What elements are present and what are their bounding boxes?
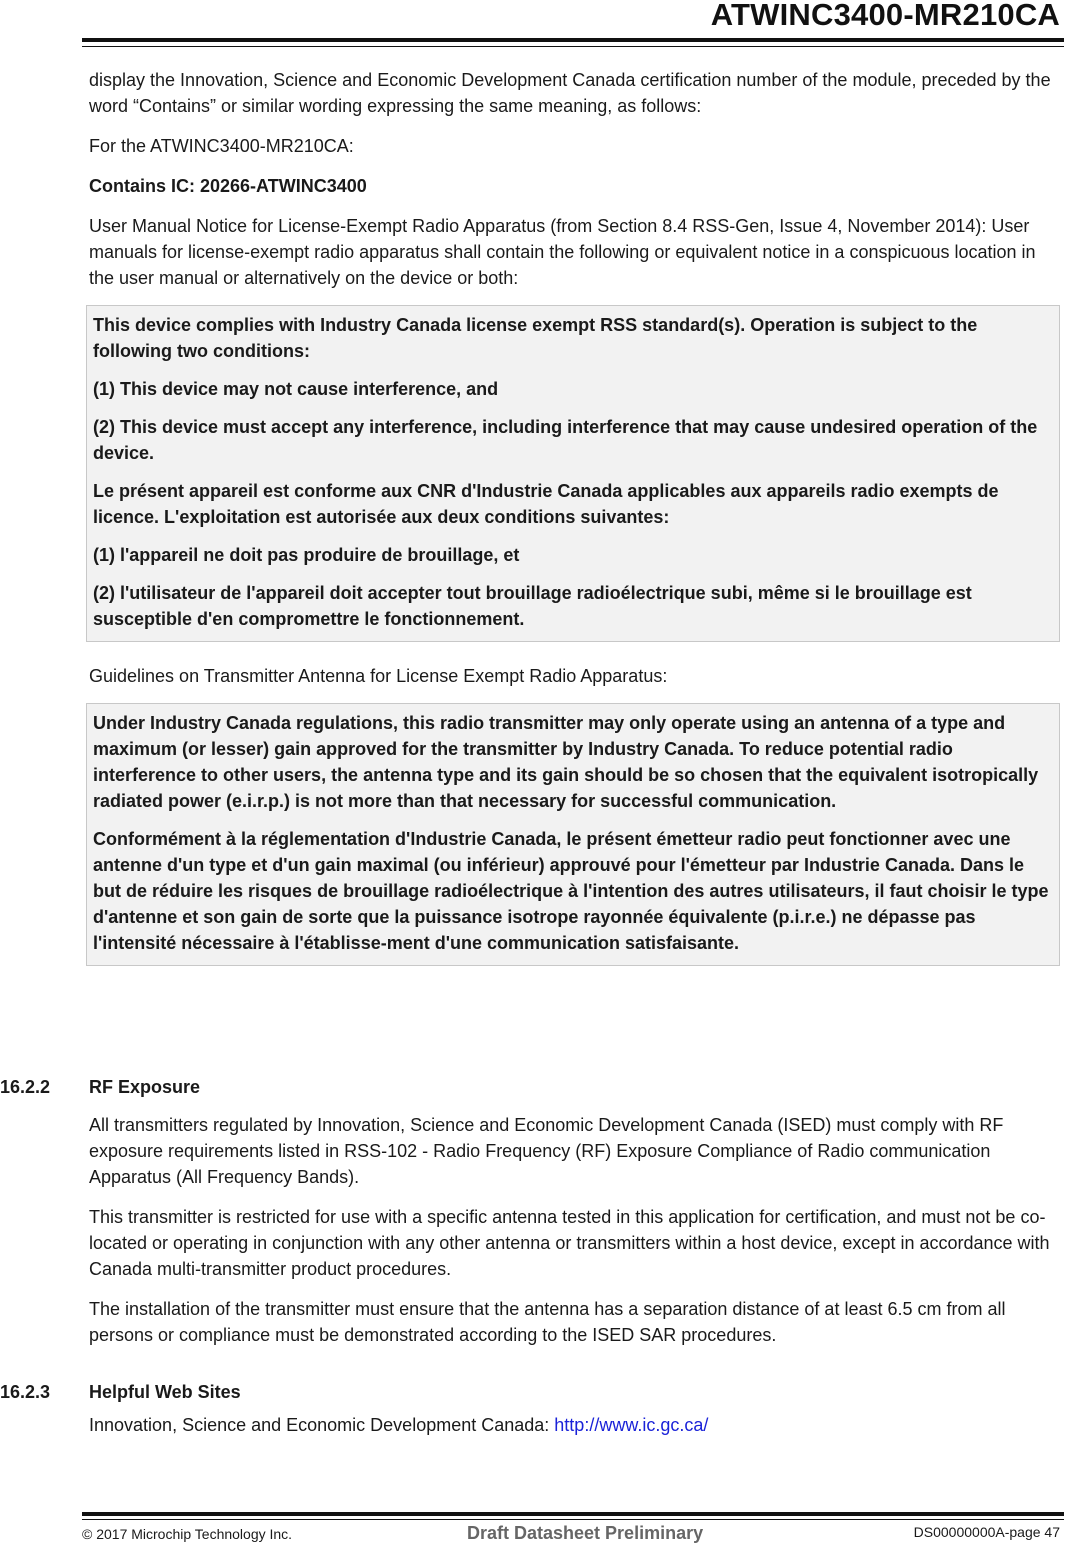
copyright-notice: © 2017 Microchip Technology Inc. bbox=[82, 1526, 293, 1542]
ic-website-link[interactable]: http://www.ic.gc.ca/ bbox=[554, 1415, 709, 1435]
rf-exposure-body bbox=[89, 1112, 1060, 1348]
footer-rule-thin bbox=[82, 1519, 1064, 1520]
header-rule-thick bbox=[82, 38, 1064, 42]
notice-paragraph: (1) l'appareil ne doit pas produire de brouillage, et bbox=[93, 545, 520, 565]
contains-ic-line: Contains IC: 20266-ATWINC3400 bbox=[89, 176, 367, 196]
web-sites-line bbox=[89, 1412, 1060, 1438]
notice-paragraph: Conformément à la réglementation d'Industrie Canada, le présent émetteur radio peut fonctionner avec une antenne d'un type et d'un gain maximal (ou inférieur) approuvé pour l'émetteur par Industrie Canada. Dans le but de réduire les risques de brouillage radioélectrique à l'intention des autres utilisateurs, il faut choisir le type d'antenne et son gain de sorte que la puissance isotrope rayonnée équivalente (p.i.r.e.) ne dépasse pas l'intensité nécessaire à l'établisse-ment d'une communication satisfaisante. bbox=[93, 829, 1049, 953]
footer-rule-thick bbox=[82, 1512, 1064, 1516]
section-number: 16.2.2 bbox=[0, 1077, 51, 1097]
notice-paragraph: Under Industry Canada regulations, this radio transmitter may only operate using an antenna of a type and maximum (or lesser) gain approved for the transmitter by Industry Canada. To reduce potential radio interference to other users, the antenna type and its gain should be so chosen that the equivalent isotropically radiated power (e.i.r.p.) is not more than that necessary for successful communication. bbox=[93, 713, 1039, 811]
rf-paragraph: This transmitter is restricted for use with a specific antenna tested in this application for certification, and must not be co-located or operating in conjunction with any other antenna or transmitters within a host device, except in accordance with Canada multi-transmitter product procedures. bbox=[89, 1207, 1050, 1279]
header-rule-thin bbox=[82, 46, 1064, 47]
section-number: 16.2.3 bbox=[0, 1382, 51, 1402]
rf-paragraph: All transmitters regulated by Innovation, Science and Economic Development Canada (ISED) must comply with RF exposure requirements listed in RSS-102 - Radio Frequency (RF) Exposure Compliance of Radio communication Apparatus (All Frequency Bands). bbox=[89, 1115, 1004, 1187]
document-title: ATWINC3400-MR210CA bbox=[710, 0, 1060, 32]
notice-paragraph: This device complies with Industry Canada license exempt RSS standard(s). Operation is subject to the following two conditions: bbox=[93, 315, 978, 361]
draft-label: Draft Datasheet Preliminary bbox=[467, 1523, 704, 1543]
notice-paragraph: Le présent appareil est conforme aux CNR d'Industrie Canada applicables aux appareils radio exempts de licence. L'exploitation est autorisée aux deux conditions suivantes: bbox=[93, 481, 999, 527]
section-title: RF Exposure bbox=[89, 1077, 201, 1097]
section-title: Helpful Web Sites bbox=[89, 1382, 241, 1402]
page-number: DS00000000A-page 47 bbox=[913, 1524, 1060, 1540]
for-module-line: For the ATWINC3400-MR210CA: bbox=[89, 136, 354, 156]
page-content bbox=[89, 67, 1060, 966]
notice-box-conditions bbox=[86, 305, 1060, 642]
rf-paragraph: The installation of the transmitter must ensure that the antenna has a separation distance of at least 6.5 cm from all persons or compliance must be demonstrated according to the ISED SAR procedures. bbox=[89, 1299, 1006, 1345]
notice-paragraph: (2) This device must accept any interference, including interference that may cause undesired operation of the device. bbox=[93, 417, 1038, 463]
user-manual-paragraph: User Manual Notice for License-Exempt Radio Apparatus (from Section 8.4 RSS-Gen, Issue 4, November 2014): User manuals for license-exempt radio apparatus shall contain the following or equivalent notice in a conspicuous location in the user manual or alternatively on the device or both: bbox=[89, 216, 1036, 288]
web-sites-body bbox=[89, 1412, 1060, 1438]
notice-paragraph: (1) This device may not cause interference, and bbox=[93, 379, 499, 399]
web-sites-text: Innovation, Science and Economic Development Canada: bbox=[89, 1415, 555, 1435]
intro-paragraph: display the Innovation, Science and Economic Development Canada certification number of the module, preceded by the word “Contains” or similar wording expressing the same meaning, as follows: bbox=[89, 70, 1051, 116]
guidelines-paragraph: Guidelines on Transmitter Antenna for License Exempt Radio Apparatus: bbox=[89, 666, 668, 686]
page-footer bbox=[82, 1523, 1060, 1543]
notice-paragraph: (2) l'utilisateur de l'appareil doit accepter tout brouillage radioélectrique subi, même si le brouillage est susceptible d'en compromettre le fonctionnement. bbox=[93, 583, 972, 629]
notice-box-antenna bbox=[86, 703, 1060, 966]
